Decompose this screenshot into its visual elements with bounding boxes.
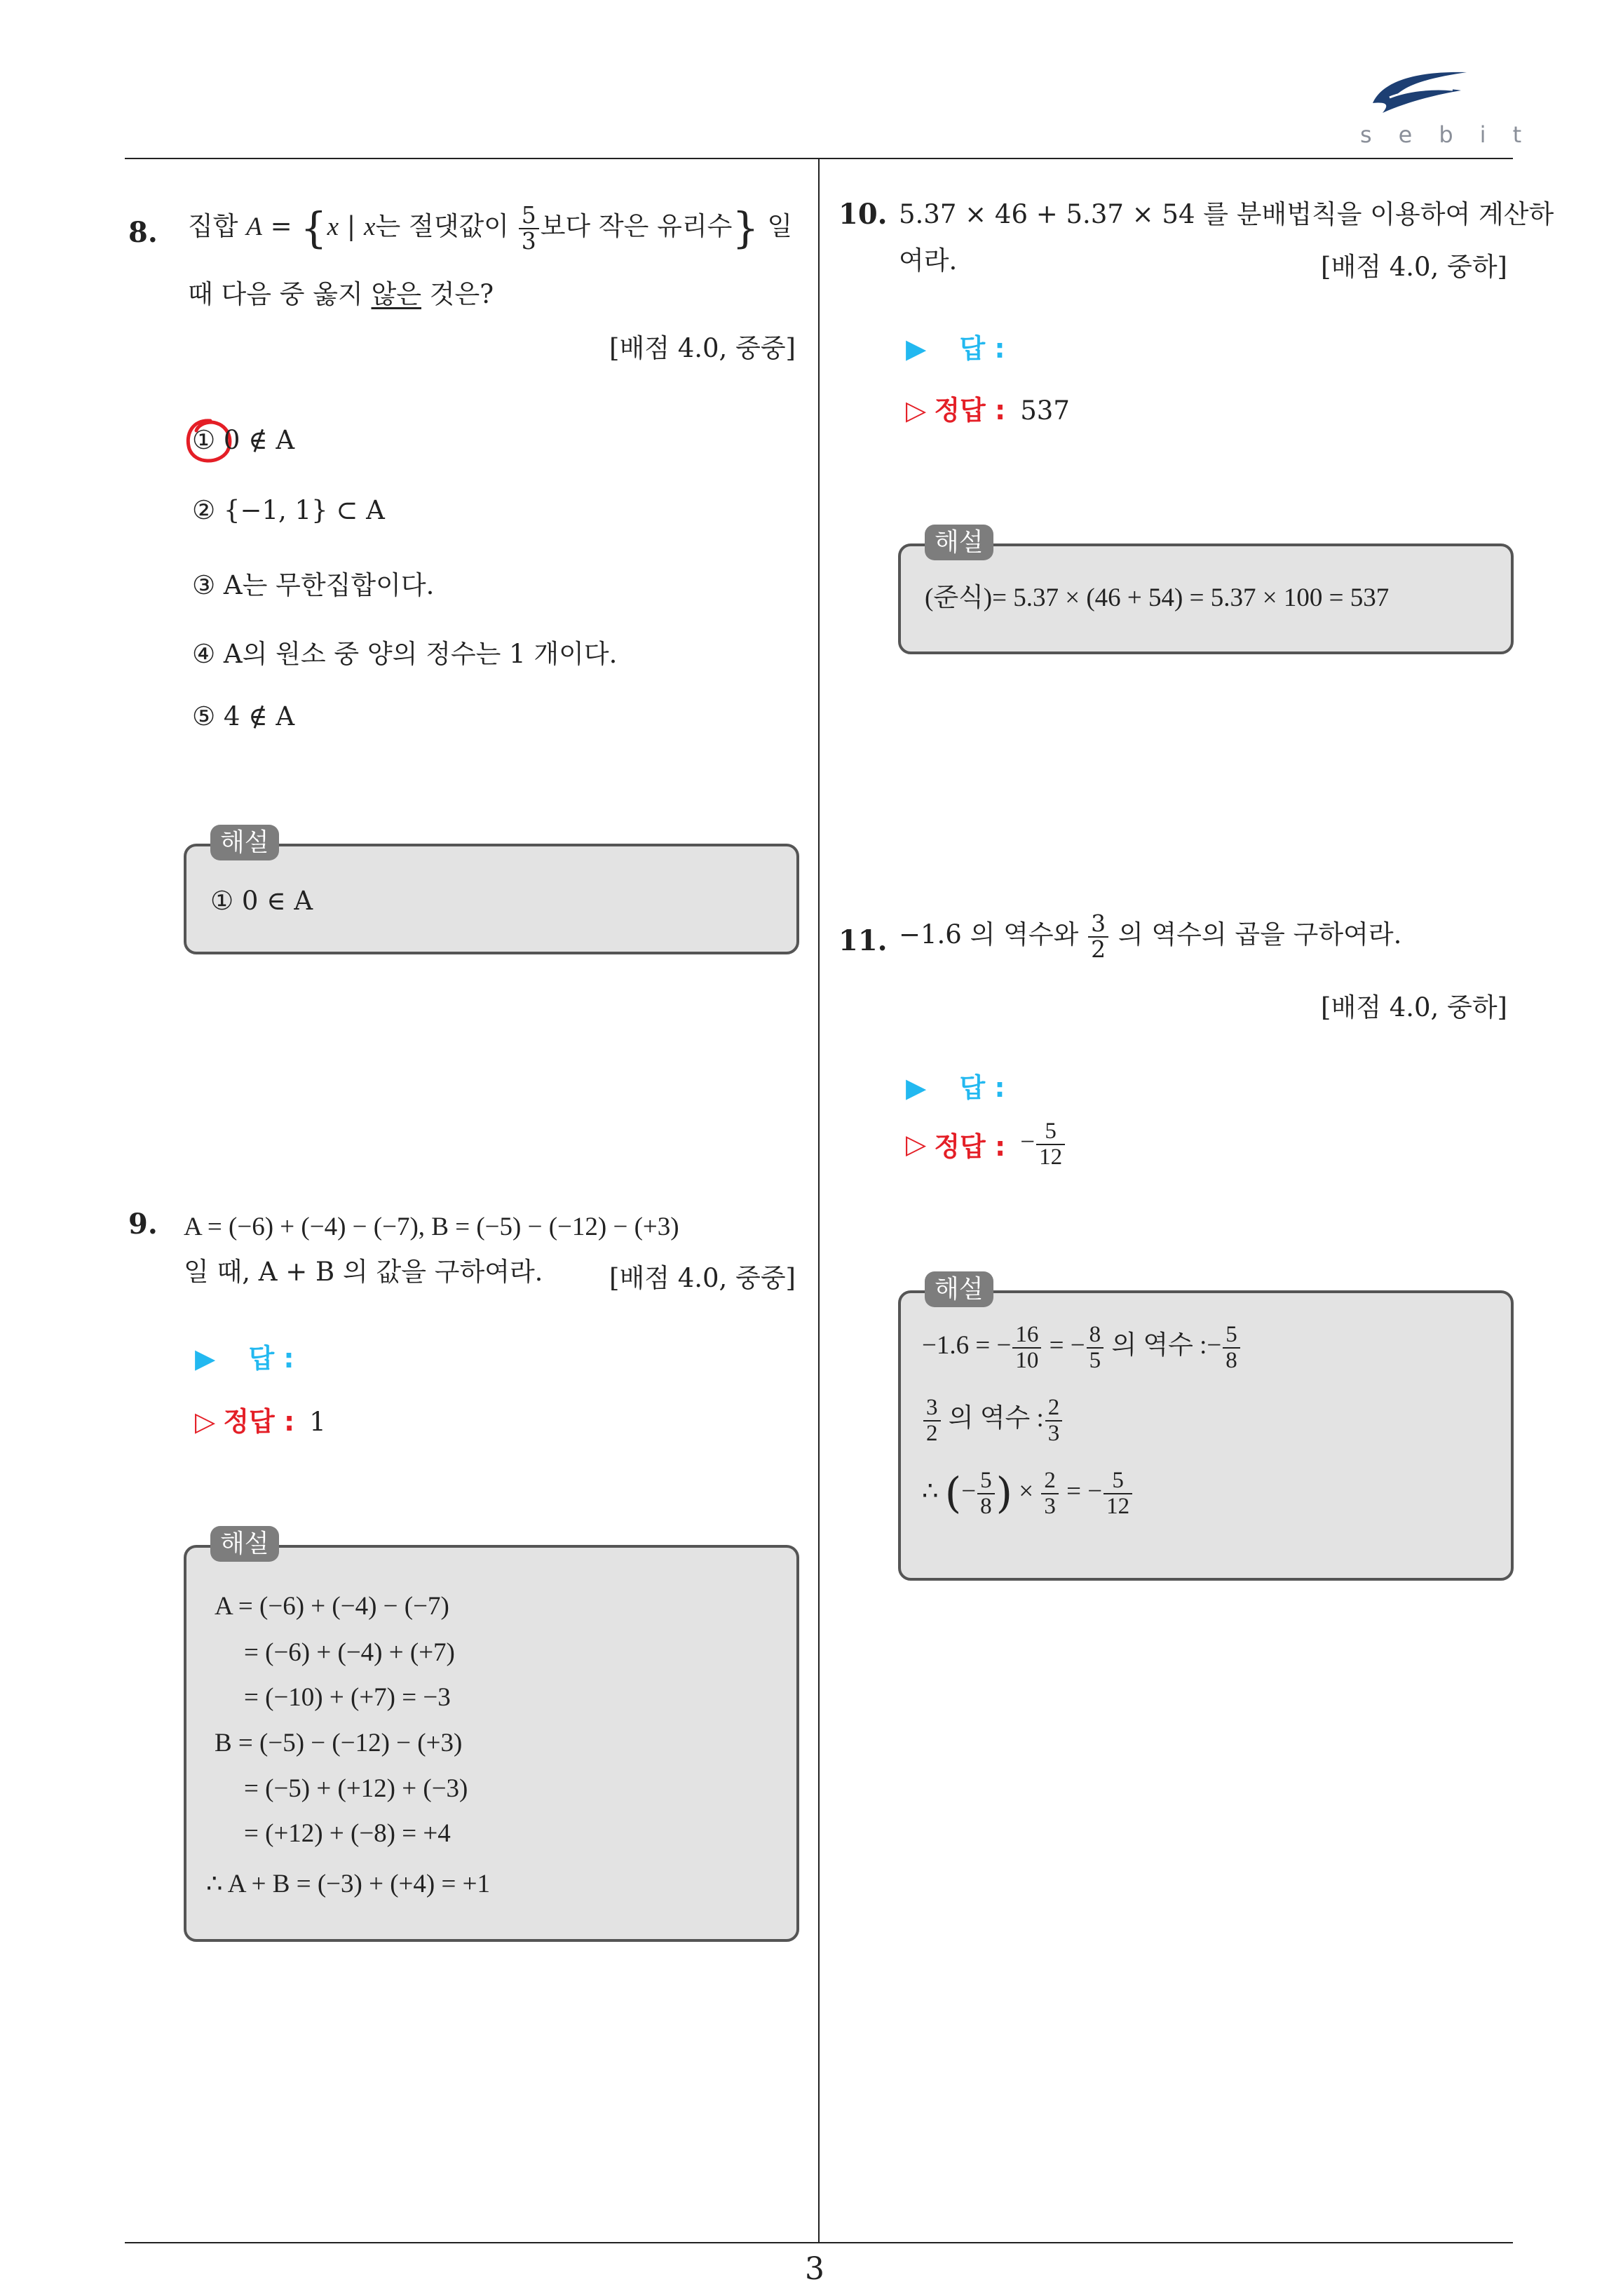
q8-choice-4[interactable]: ④ A의 원소 중 양의 정수는 1 개이다. xyxy=(192,639,618,669)
q11-exp-line-1: −1.6 = − $\frac{16}{10}$ = − $\frac{8}{5}$ 의 역수 :− $\frac{5}{8}$ xyxy=(922,1323,1242,1372)
column-divider xyxy=(818,159,820,2242)
q8-choice-5[interactable]: ⑤ 4 ∉ A xyxy=(192,701,295,731)
q10-answer-row xyxy=(906,327,1005,365)
q10-number: 10. xyxy=(838,198,888,231)
play-arrow-icon: ▶ xyxy=(906,1072,927,1103)
q10-stem-line1: 5.37 × 46 + 5.37 × 54 를 분배법칙을 이용하여 계산하 xyxy=(899,199,1554,229)
q8-choice-2[interactable]: ② {−1, 1} ⊂ A xyxy=(192,495,385,525)
q8-choice-3[interactable]: ③ A는 무한집합이다. xyxy=(192,570,435,600)
q9-step-2: = (−6) + (−4) + (+7) xyxy=(244,1638,455,1667)
q11-exp-line-3: ∴ (− $\frac{5}{8}$ ) × $\frac{2}{3}$ = − $\frac{5}{12}$ xyxy=(922,1468,1134,1518)
q11-explanation-box xyxy=(898,1290,1514,1581)
q11-score: [배점 4.0, 중하] xyxy=(1321,992,1507,1022)
q10-correct-row xyxy=(906,389,1070,427)
q9-step-7: ∴ A + B = (−3) + (+4) = +1 xyxy=(206,1870,490,1898)
q8-number: 8. xyxy=(128,216,158,249)
q9-explanation-box xyxy=(184,1545,799,1942)
q9-correct-label: 정답 : xyxy=(223,1406,295,1437)
q10-score: [배점 4.0, 중하] xyxy=(1321,252,1507,282)
play-arrow-icon: ▶ xyxy=(195,1343,216,1374)
q10-explanation-box xyxy=(898,543,1514,654)
q9-explanation-tag: 해설 xyxy=(210,1526,279,1562)
q9-correct-value: 1 xyxy=(309,1407,326,1437)
q9-correct-row xyxy=(195,1400,326,1438)
q8-stem-line2: 때 다음 중 옳지 않은 것은? xyxy=(188,279,494,309)
outline-arrow-icon: ▷ xyxy=(195,1406,216,1437)
sebit-logo-icon xyxy=(1369,67,1474,117)
q8-stem-line1: 집합 A = {x | x는 절댓값이 $\frac{5}{3}$ 보다 작은 유리수} 일 xyxy=(188,201,793,255)
q10-explanation-text: (준식)= 5.37 × (46 + 54) = 5.37 × 100 = 537 xyxy=(925,583,1390,612)
q11-explanation-tag: 해설 xyxy=(925,1271,993,1307)
q10-explanation-tag: 해설 xyxy=(925,525,993,560)
q8-score: [배점 4.0, 중중] xyxy=(609,333,796,363)
sebit-logo xyxy=(1360,67,1549,151)
q11-exp-line-2: $\frac{3}{2}$ 의 역수 : $\frac{2}{3}$ xyxy=(922,1396,1064,1445)
q9-step-4: B = (−5) − (−12) − (+3) xyxy=(215,1729,463,1757)
q9-step-1: A = (−6) + (−4) − (−7) xyxy=(215,1592,449,1621)
q10-correct-label: 정답 : xyxy=(934,395,1006,426)
q11-number: 11. xyxy=(838,924,888,957)
q8-choice-1[interactable]: ① 0 ∉ A xyxy=(192,425,295,455)
q9-step-5: = (−5) + (+12) + (−3) xyxy=(244,1774,468,1803)
q11-answer-row xyxy=(906,1066,1005,1105)
q9-stem-line2: 일 때, A + B 의 값을 구하여라. xyxy=(184,1257,543,1287)
q10-stem-line2: 여라. xyxy=(899,245,958,276)
q9-step-6: = (+12) + (−8) = +4 xyxy=(244,1819,451,1848)
outline-arrow-icon: ▷ xyxy=(906,1128,927,1160)
q9-stem-line1: A = (−6) + (−4) − (−7), B = (−5) − (−12) − (+3) xyxy=(184,1213,679,1241)
page-number: 3 xyxy=(805,2251,824,2287)
q10-answer-label: 답 : xyxy=(959,333,1005,364)
q11-correct-value: − $\frac{5}{12}$ xyxy=(1020,1128,1066,1156)
outline-arrow-icon: ▷ xyxy=(906,395,927,426)
q8-explanation-text: ① 0 ∈ A xyxy=(210,886,313,916)
q8-explanation-tag: 해설 xyxy=(210,825,279,860)
q10-correct-value: 537 xyxy=(1020,396,1070,426)
footer-rule xyxy=(125,2242,1513,2243)
q8-explanation-box xyxy=(184,844,799,954)
play-arrow-icon: ▶ xyxy=(906,333,927,364)
q11-stem: −1.6 의 역수와 $\frac{3}{2}$ 의 역수의 곱을 구하여라. xyxy=(899,910,1402,963)
q9-answer-label: 답 : xyxy=(248,1343,294,1374)
logo-wordmark: sebit xyxy=(1360,121,1549,148)
q11-answer-label: 답 : xyxy=(959,1072,1005,1103)
q11-correct-row xyxy=(906,1119,1066,1169)
q11-correct-label: 정답 : xyxy=(934,1131,1006,1163)
q9-number: 9. xyxy=(128,1208,158,1241)
q9-answer-row xyxy=(195,1337,294,1375)
q9-step-3: = (−10) + (+7) = −3 xyxy=(244,1683,451,1712)
q9-score: [배점 4.0, 중중] xyxy=(609,1263,796,1293)
